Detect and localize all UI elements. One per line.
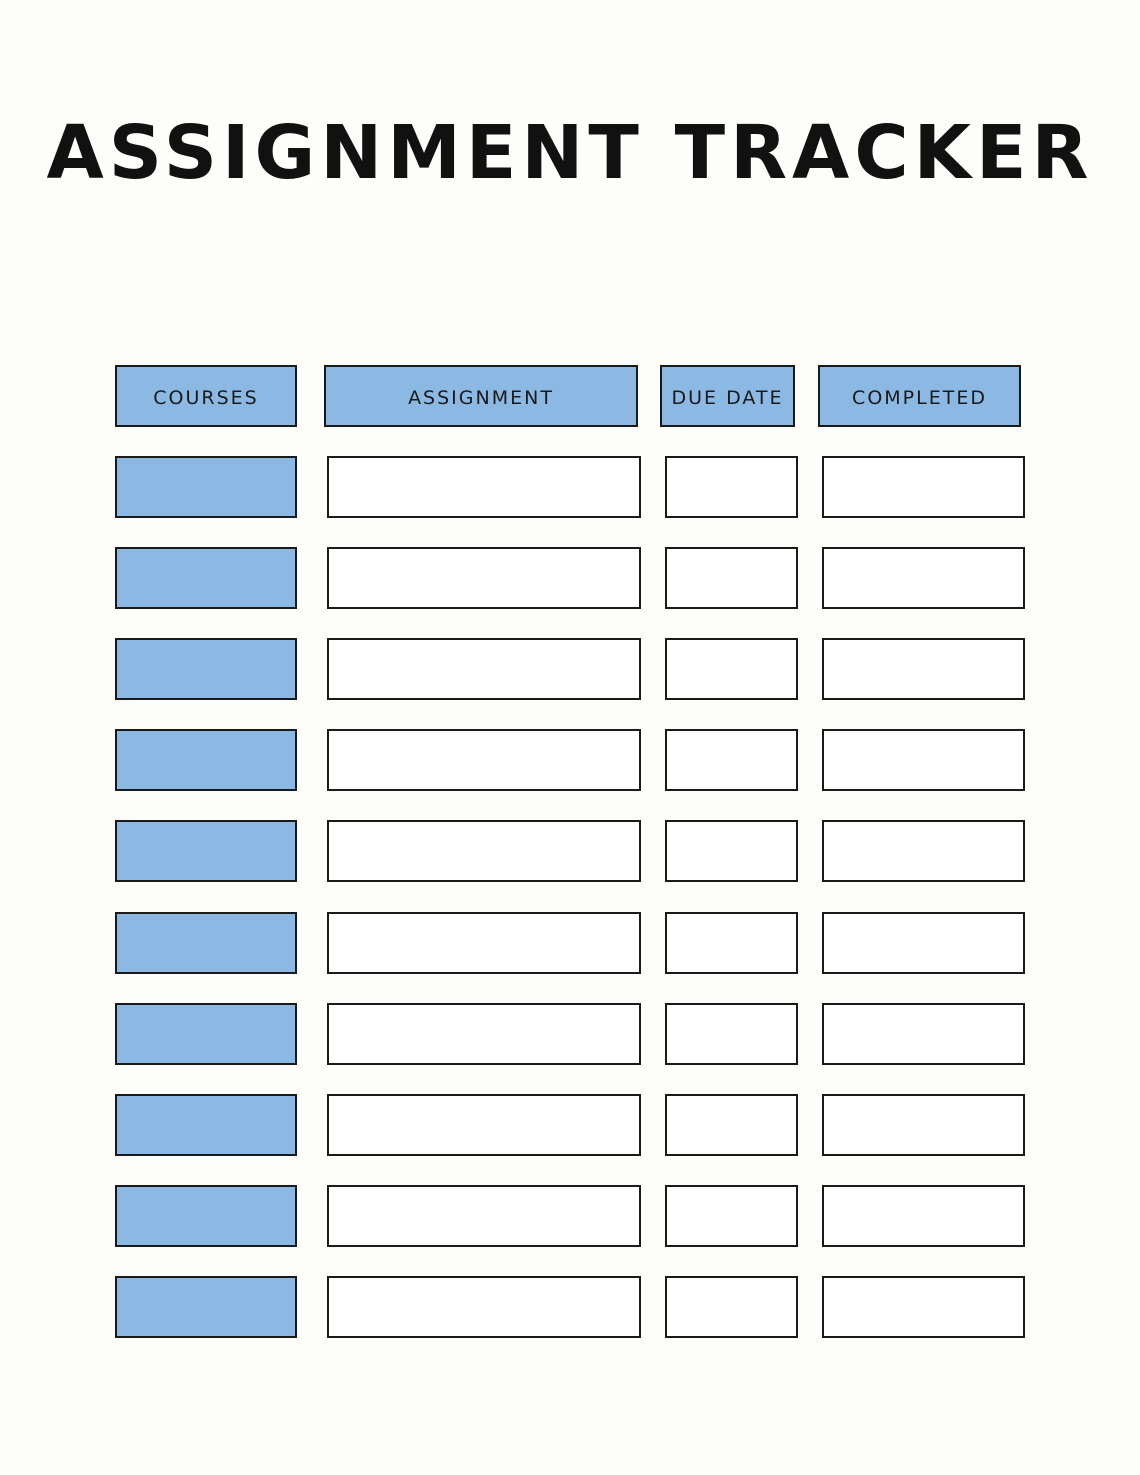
course-cell[interactable] [115,912,297,974]
due-date-cell[interactable] [665,1003,798,1065]
course-cell[interactable] [115,1276,297,1338]
due-date-cell[interactable] [665,456,798,518]
assignment-cell[interactable] [327,1185,641,1247]
assignment-cell[interactable] [327,456,641,518]
assignment-cell[interactable] [327,547,641,609]
completed-cell[interactable] [822,820,1025,882]
completed-cell[interactable] [822,456,1025,518]
due-date-cell[interactable] [665,1094,798,1156]
due-date-cell[interactable] [665,820,798,882]
completed-cell[interactable] [822,729,1025,791]
course-cell[interactable] [115,547,297,609]
due-date-cell[interactable] [665,547,798,609]
header-completed: COMPLETED [818,365,1021,427]
course-cell[interactable] [115,456,297,518]
page-title: ASSIGNMENT TRACKER [46,110,1094,196]
course-cell[interactable] [115,820,297,882]
completed-cell[interactable] [822,1094,1025,1156]
completed-cell[interactable] [822,1185,1025,1247]
assignment-cell[interactable] [327,638,641,700]
course-cell[interactable] [115,1094,297,1156]
course-cell[interactable] [115,729,297,791]
completed-cell[interactable] [822,638,1025,700]
assignment-cell[interactable] [327,1003,641,1065]
assignment-cell[interactable] [327,1094,641,1156]
completed-cell[interactable] [822,912,1025,974]
course-cell[interactable] [115,1185,297,1247]
completed-cell[interactable] [822,1276,1025,1338]
due-date-cell[interactable] [665,1276,798,1338]
completed-cell[interactable] [822,547,1025,609]
assignment-cell[interactable] [327,820,641,882]
header-courses: COURSES [115,365,297,427]
due-date-cell[interactable] [665,912,798,974]
assignment-cell[interactable] [327,729,641,791]
assignment-cell[interactable] [327,1276,641,1338]
course-cell[interactable] [115,638,297,700]
course-cell[interactable] [115,1003,297,1065]
header-due-date: DUE DATE [660,365,795,427]
due-date-cell[interactable] [665,638,798,700]
assignment-cell[interactable] [327,912,641,974]
due-date-cell[interactable] [665,1185,798,1247]
due-date-cell[interactable] [665,729,798,791]
header-assignment: ASSIGNMENT [324,365,638,427]
completed-cell[interactable] [822,1003,1025,1065]
